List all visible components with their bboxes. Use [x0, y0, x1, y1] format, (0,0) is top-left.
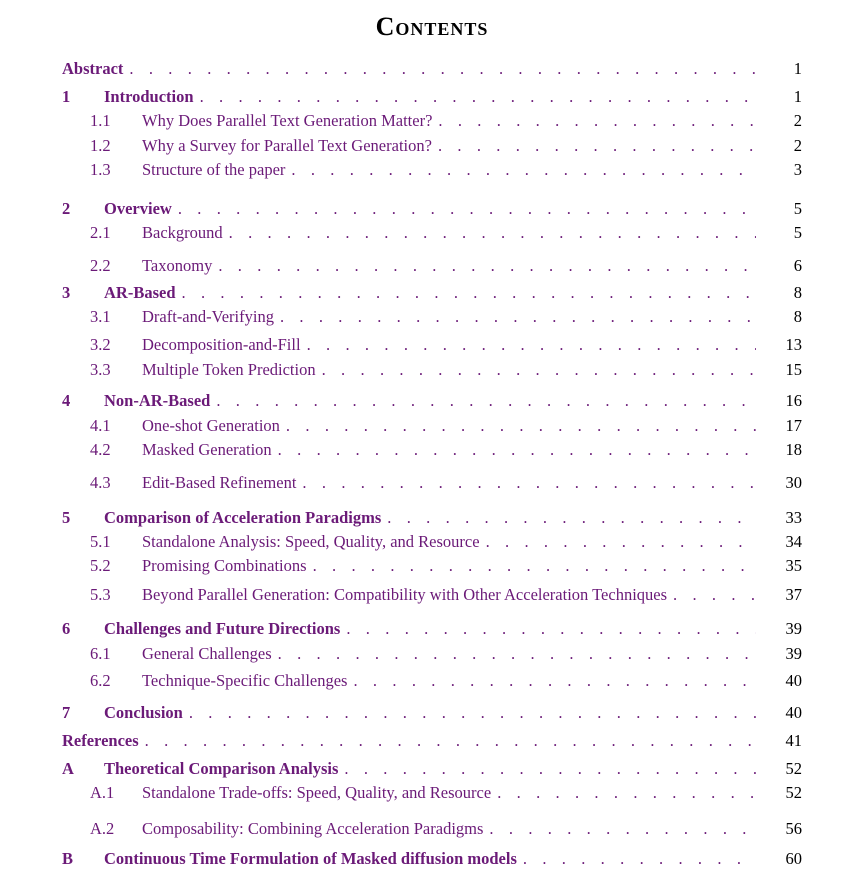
- toc-section-title[interactable]: Conclusion: [104, 703, 183, 722]
- toc-section-title[interactable]: Structure of the paper: [142, 160, 286, 179]
- toc-page-number: 1: [793, 87, 802, 106]
- toc-entry[interactable]: [62, 439, 802, 461]
- toc-page-number: 16: [785, 391, 802, 410]
- toc-entry[interactable]: [62, 702, 802, 724]
- dot-leader: [145, 730, 756, 752]
- toc-page-number: 8: [793, 283, 802, 302]
- dot-leader: [497, 782, 756, 804]
- dot-leader: [313, 555, 756, 577]
- toc-section-title[interactable]: Standalone Analysis: Speed, Quality, and Resource: [142, 532, 480, 551]
- toc-page-number: 5: [793, 199, 802, 218]
- dot-leader: [486, 531, 756, 553]
- toc-page-number: 39: [785, 644, 802, 663]
- dot-leader: [286, 415, 756, 437]
- toc-section-title[interactable]: Decomposition-and-Fill: [142, 335, 301, 354]
- toc-page-number: 1: [793, 59, 802, 78]
- toc-entry[interactable]: [62, 222, 802, 244]
- dot-leader: [218, 255, 756, 277]
- toc-entry[interactable]: [62, 86, 802, 108]
- toc-section-number: 4.2: [90, 440, 111, 459]
- toc-page-number: 2: [793, 111, 802, 130]
- toc-entry[interactable]: [62, 730, 802, 752]
- dot-leader: [489, 818, 756, 840]
- toc-section-number: 6.1: [90, 644, 111, 663]
- toc-section-number: 3.3: [90, 360, 111, 379]
- toc-section-number: 3: [62, 283, 71, 302]
- toc-entry[interactable]: [62, 472, 802, 494]
- toc-section-title[interactable]: Promising Combinations: [142, 556, 307, 575]
- toc-entry[interactable]: [62, 306, 802, 328]
- toc-entry[interactable]: [62, 334, 802, 356]
- toc-entry[interactable]: [62, 848, 802, 870]
- dot-leader: [302, 472, 756, 494]
- toc-page-number: 2: [793, 136, 802, 155]
- toc-page-number: 56: [785, 819, 802, 838]
- toc-section-number: 5.2: [90, 556, 111, 575]
- toc-section-number: A.2: [90, 819, 115, 838]
- toc-section-title[interactable]: Comparison of Acceleration Paradigms: [104, 508, 382, 527]
- toc-page-number: 15: [785, 360, 802, 379]
- toc-section-number: 2.2: [90, 256, 111, 275]
- toc-section-number: 3.1: [90, 307, 111, 326]
- toc-page-number: 17: [785, 416, 802, 435]
- toc-section-number: 5.1: [90, 532, 111, 551]
- toc-page-number: 6: [793, 256, 802, 275]
- toc-section-title[interactable]: One-shot Generation: [142, 416, 280, 435]
- toc-section-number: 7: [62, 703, 71, 722]
- toc-section-number: 2.1: [90, 223, 111, 242]
- toc-entry[interactable]: [62, 670, 802, 692]
- toc-page-number: 33: [785, 508, 802, 527]
- dot-leader: [307, 334, 756, 356]
- toc-section-number: 1.3: [90, 160, 111, 179]
- dot-leader: [216, 390, 756, 412]
- toc-page-number: 40: [785, 671, 802, 690]
- toc-section-title[interactable]: Abstract: [62, 59, 124, 78]
- toc-entry[interactable]: [62, 198, 802, 220]
- dot-leader: [200, 86, 756, 108]
- dot-leader: [182, 282, 756, 304]
- toc-page-number: 52: [785, 759, 802, 778]
- toc-page-number: 18: [785, 440, 802, 459]
- toc-section-number: 6: [62, 619, 71, 638]
- dot-leader: [438, 110, 756, 132]
- toc-entry[interactable]: [62, 390, 802, 412]
- toc-section-title[interactable]: Standalone Trade-offs: Speed, Quality, and Resource: [142, 783, 492, 802]
- toc-page-number: 35: [785, 556, 802, 575]
- toc-page-number: 5: [793, 223, 802, 242]
- toc-entry[interactable]: [62, 618, 802, 640]
- toc-section-number: 4: [62, 391, 71, 410]
- toc-entry[interactable]: [62, 415, 802, 437]
- toc-entry[interactable]: [62, 110, 802, 132]
- toc-section-number: B: [62, 849, 74, 868]
- toc-section-title[interactable]: General Challenges: [142, 644, 272, 663]
- toc-entry[interactable]: [62, 643, 802, 665]
- dot-leader: [229, 222, 756, 244]
- toc-page-number: 60: [785, 849, 802, 868]
- toc-section-title[interactable]: Composability: Combining Acceleration Paradigms: [142, 819, 484, 838]
- toc-page-number: 37: [785, 585, 802, 604]
- dot-leader: [129, 58, 756, 80]
- toc-page-number: 39: [785, 619, 802, 638]
- toc-entry[interactable]: [62, 507, 802, 529]
- toc-page-number: 52: [785, 783, 802, 802]
- toc-section-number: A: [62, 759, 74, 778]
- toc-page-number: 34: [785, 532, 802, 551]
- toc-section-title[interactable]: Taxonomy: [142, 256, 213, 275]
- toc-entry[interactable]: [62, 782, 802, 804]
- toc-section-title[interactable]: AR-Based: [104, 283, 176, 302]
- toc-section-number: 4.3: [90, 473, 111, 492]
- toc-page-number: 30: [785, 473, 802, 492]
- toc-section-number: A.1: [90, 783, 115, 802]
- toc-entry[interactable]: [62, 758, 802, 780]
- dot-leader: [291, 159, 756, 181]
- toc-section-title[interactable]: Overview: [104, 199, 172, 218]
- toc-section-title[interactable]: Why Does Parallel Text Generation Matter?: [142, 111, 433, 130]
- dot-leader: [673, 584, 756, 606]
- dot-leader: [353, 670, 756, 692]
- toc-section-title[interactable]: Why a Survey for Parallel Text Generation?: [142, 136, 432, 155]
- toc-section-title[interactable]: Technique-Specific Challenges: [142, 671, 348, 690]
- toc-page-number: 3: [793, 160, 802, 179]
- toc-section-title[interactable]: Multiple Token Prediction: [142, 360, 316, 379]
- dot-leader: [178, 198, 756, 220]
- toc-page-number: 13: [785, 335, 802, 354]
- toc-section-number: 1: [62, 87, 71, 106]
- dot-leader: [523, 848, 756, 870]
- dot-leader: [346, 618, 756, 640]
- toc-entry[interactable]: [62, 282, 802, 304]
- toc-entry[interactable]: [62, 555, 802, 577]
- toc-section-number: 5.3: [90, 585, 111, 604]
- toc-entry[interactable]: [62, 584, 802, 606]
- toc-section-number: 1.2: [90, 136, 111, 155]
- toc-section-number: 2: [62, 199, 71, 218]
- toc-page-number: 40: [785, 703, 802, 722]
- toc-entry[interactable]: [62, 159, 802, 181]
- toc-entry[interactable]: [62, 58, 802, 80]
- page-title: Contents: [375, 12, 489, 41]
- toc-section-title[interactable]: Edit-Based Refinement: [142, 473, 297, 492]
- toc-section-title[interactable]: Masked Generation: [142, 440, 272, 459]
- toc-entry[interactable]: [62, 531, 802, 553]
- toc-section-number: 3.2: [90, 335, 111, 354]
- dot-leader: [344, 758, 756, 780]
- dot-leader: [322, 359, 756, 381]
- toc-section-title[interactable]: Challenges and Future Directions: [104, 619, 341, 638]
- toc-section-number: 4.1: [90, 416, 111, 435]
- toc-entry[interactable]: [62, 359, 802, 381]
- dot-leader: [189, 702, 756, 724]
- toc-section-title[interactable]: Draft-and-Verifying: [142, 307, 274, 326]
- toc-section-number: 1.1: [90, 111, 111, 130]
- toc-section-title[interactable]: Beyond Parallel Generation: Compatibility with Other Acceleration Techniques: [142, 585, 668, 604]
- toc-page-number: 8: [793, 307, 802, 326]
- toc-section-title[interactable]: Continuous Time Formulation of Masked diffusion models: [104, 849, 517, 868]
- toc-section-title[interactable]: References: [62, 731, 139, 750]
- dot-leader: [278, 439, 756, 461]
- toc-section-title[interactable]: Background: [142, 223, 223, 242]
- toc-section-title[interactable]: Introduction: [104, 87, 194, 106]
- toc-entry[interactable]: [62, 255, 802, 277]
- dot-leader: [278, 643, 756, 665]
- toc-entry[interactable]: [62, 135, 802, 157]
- dot-leader: [280, 306, 756, 328]
- toc-section-title[interactable]: Non-AR-Based: [104, 391, 211, 410]
- dot-leader: [438, 135, 756, 157]
- dot-leader: [387, 507, 756, 529]
- toc-section-title[interactable]: Theoretical Comparison Analysis: [104, 759, 339, 778]
- toc-entry[interactable]: [62, 818, 802, 840]
- toc-section-number: 5: [62, 508, 71, 527]
- toc-page-number: 41: [785, 731, 802, 750]
- toc-section-number: 6.2: [90, 671, 111, 690]
